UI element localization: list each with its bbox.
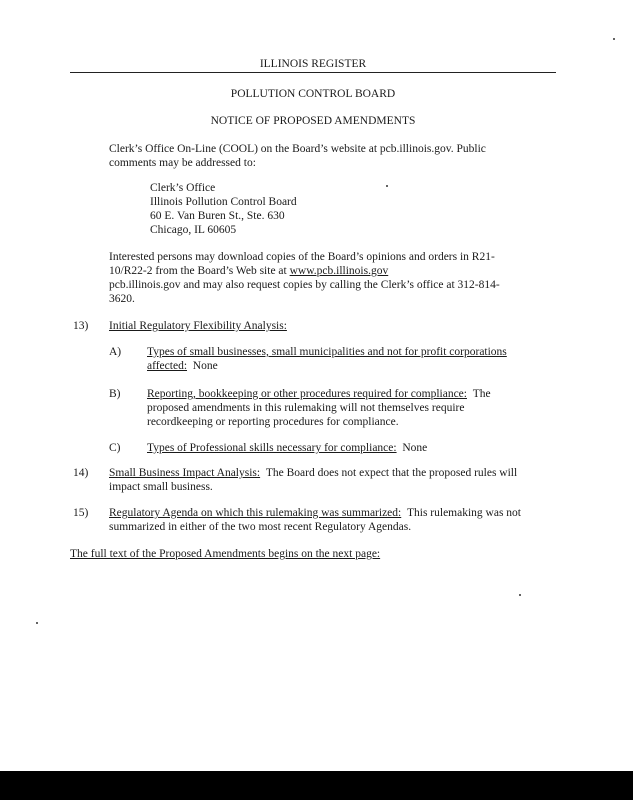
item-15-title: Regulatory Agenda on which this rulemaking was summarized: <box>109 507 402 519</box>
notice-title: NOTICE OF PROPOSED AMENDMENTS <box>210 115 416 127</box>
address-line-2: Illinois Pollution Control Board <box>150 196 297 208</box>
item-13c-title: Types of Professional skills necessary for compliance: <box>147 442 397 454</box>
item-15-text: This rulemaking was not <box>406 507 522 519</box>
item-13a-value: None <box>192 360 218 372</box>
item-14-line-2: impact small business. <box>109 481 213 493</box>
scan-speck <box>519 594 521 596</box>
item-13a-line-2 <box>147 360 218 372</box>
scan-speck <box>36 622 38 624</box>
download-line-1: Interested persons may download copies of the Board’s opinions and orders in R21- <box>109 251 495 263</box>
item-15-number: 15) <box>73 507 89 519</box>
scan-speck <box>613 38 615 40</box>
full-text-note: The full text of the Proposed Amendments begins on the next page: <box>70 548 381 560</box>
intro-line-2: comments may be addressed to: <box>109 157 256 169</box>
address-line-4: Chicago, IL 60605 <box>150 224 237 236</box>
item-14-number: 14) <box>73 467 89 479</box>
item-13a-label: A) <box>109 346 122 358</box>
board-title: POLLUTION CONTROL BOARD <box>230 88 396 100</box>
item-13c-line <box>147 442 427 454</box>
header-rule <box>70 72 556 73</box>
scan-speck <box>386 185 388 187</box>
item-13a-title: Types of small businesses, small municipalities and not for profit corporations <box>147 346 507 358</box>
item-15-line-2: summarized in either of the two most recent Regulatory Agendas. <box>109 521 412 533</box>
item-13b-title: Reporting, bookkeeping or other procedures required for compliance: <box>147 388 467 400</box>
item-13b-value: The <box>472 388 491 400</box>
item-13b-line-1 <box>147 388 491 400</box>
item-13b-line-3: recordkeeping or reporting procedures for compliance. <box>147 416 399 428</box>
register-title: ILLINOIS REGISTER <box>259 58 367 70</box>
address-line-1: Clerk’s Office <box>150 182 216 194</box>
item-13b-label: B) <box>109 388 121 400</box>
item-13c-value: None <box>402 442 428 454</box>
download-line-4: 3620. <box>109 293 135 305</box>
item-13-title: Initial Regulatory Flexibility Analysis: <box>109 320 287 332</box>
board-website-link[interactable]: www.pcb.illinois.gov <box>289 265 389 277</box>
item-14-title: Small Business Impact Analysis: <box>109 467 261 479</box>
item-13c-label: C) <box>109 442 121 454</box>
item-13-number: 13) <box>73 320 89 332</box>
item-13a-title-cont: affected: <box>147 360 188 372</box>
item-13b-line-2: proposed amendments in this rulemaking will not themselves require <box>147 402 465 414</box>
item-15-line-1 <box>109 507 521 519</box>
address-line-3: 60 E. Van Buren St., Ste. 630 <box>150 210 285 222</box>
download-line-2 <box>109 265 388 277</box>
intro-line-1: Clerk’s Office On-Line (COOL) on the Board’s website at pcb.illinois.gov. Public <box>109 143 486 155</box>
download-line-2-text: 10/R22-2 from the Board’s Web site at <box>109 265 290 277</box>
item-14-text: The Board does not expect that the proposed rules will <box>265 467 518 479</box>
download-line-3: pcb.illinois.gov and may also request copies by calling the Clerk’s office at 312-814- <box>109 279 500 291</box>
item-14-line-1 <box>109 467 517 479</box>
scan-bottom-border <box>0 771 633 800</box>
